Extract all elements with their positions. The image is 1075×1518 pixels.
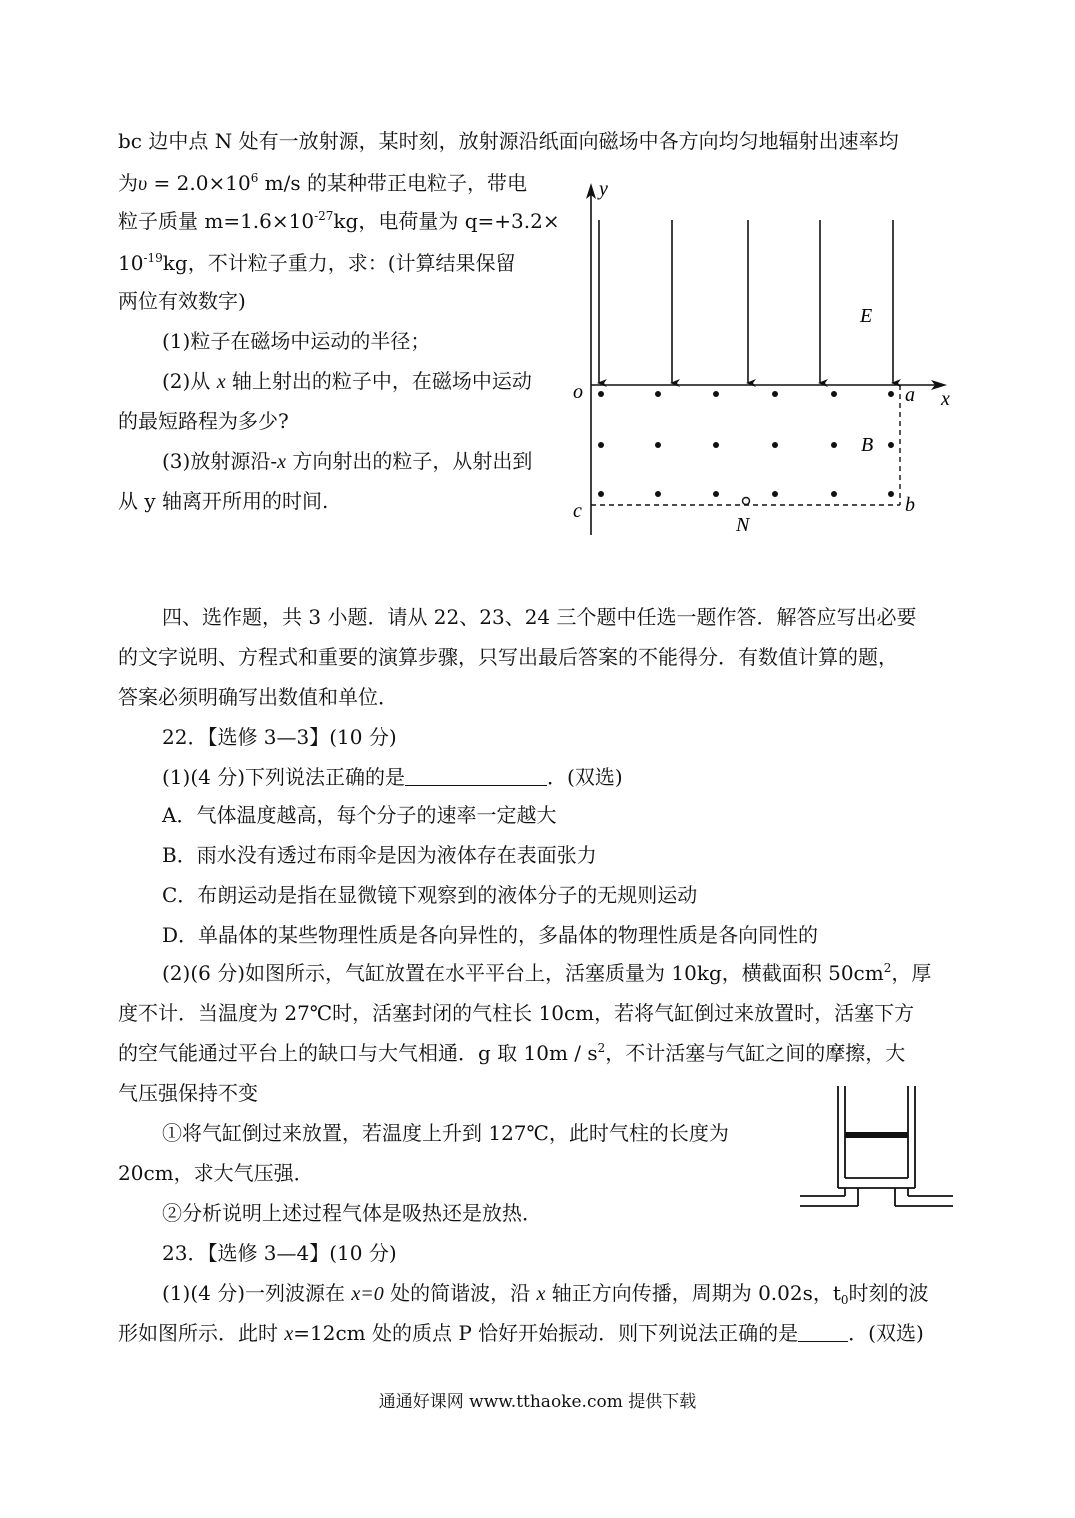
- q22-part2-cont: 度不计．当温度为 27℃时，活塞封闭的气柱长 10cm，若将气缸倒过来放置时，活塞下方: [118, 1001, 915, 1025]
- option-d: D．单晶体的某些物理性质是各向异性的，多晶体的物理性质是各向同性的: [162, 923, 819, 947]
- label-N: N: [736, 514, 750, 536]
- cylinder-diagram: [798, 1082, 958, 1214]
- answer-blank[interactable]: [405, 765, 547, 786]
- label-y: y: [599, 178, 608, 200]
- q22-title: 22．【选修 3—3】(10 分): [162, 725, 397, 749]
- field-diagram: [565, 175, 965, 545]
- problem-text-line: bc 边中点 N 处有一放射源，某时刻，放射源沿纸面向磁场中各方向均匀地辐射出速率均: [118, 129, 899, 153]
- radiation-source-icon: [743, 498, 750, 505]
- question-3-cont: 从 y 轴离开所用的时间.: [118, 489, 329, 513]
- section-instructions: 的文字说明、方程式和重要的演算步骤，只写出最后答案的不能得分．有数值计算的题，: [118, 645, 898, 669]
- label-B: B: [861, 434, 874, 456]
- problem-text-line: 两位有效数字): [118, 289, 246, 313]
- q22-sub-question-1-cont: 20cm，求大气压强．: [118, 1161, 314, 1185]
- question-2: (2)从 x 轴上射出的粒子中，在磁场中运动: [162, 369, 532, 393]
- magnetic-field-dots: [598, 391, 894, 497]
- q23-title: 23．【选修 3—4】(10 分): [162, 1241, 397, 1265]
- page-footer: 通通好课网 www.tthaoke.com 提供下载: [378, 1392, 697, 1412]
- question-3: (3)放射源沿-x 方向射出的粒子，从射出到: [162, 449, 533, 473]
- piston: [845, 1132, 908, 1138]
- answer-blank[interactable]: [798, 1321, 848, 1342]
- q22-sub-question-1: ①将气缸倒过来放置，若温度上升到 127℃，此时气柱的长度为: [162, 1121, 729, 1145]
- q23-part1-cont: 形如图所示．此时 x=12cm 处的质点 P 恰好开始振动．则下列说法正确的是 ．(双选): [118, 1321, 924, 1345]
- label-x: x: [941, 388, 950, 410]
- question-1: (1)粒子在磁场中运动的半径；: [162, 329, 431, 353]
- q22-part2: (2)(6 分)如图所示，气缸放置在水平平台上，活塞质量为 10kg，横截面积 $50cm^2$，厚: [162, 961, 932, 985]
- q22-part2-cont: 的空气能通过平台上的缺口与大气相通．g 取 $10m / s^2$，不计活塞与气缸之间的摩擦，大: [118, 1041, 906, 1065]
- section-instructions: 四、选作题，共 3 小题．请从 22、23、24 三个题中任选一题作答．解答应写出必要: [162, 605, 917, 629]
- problem-text-line: $10^{-19}kg$，不计粒子重力，求：(计算结果保留: [118, 251, 516, 275]
- q22-part2-cont: 气压强保持不变: [118, 1081, 258, 1105]
- option-a: A．气体温度越高，每个分子的速率一定越大: [162, 803, 557, 827]
- problem-text-line: 粒子质量 $m=1.6\times 10^{-27}kg$，电荷量为 q=+3.2×: [118, 209, 560, 233]
- label-c: c: [573, 500, 582, 522]
- question-2-cont: 的最短路程为多少?: [118, 409, 289, 433]
- electric-field-arrows: [599, 220, 893, 383]
- option-b: B．雨水没有透过布雨伞是因为液体存在表面张力: [162, 843, 597, 867]
- option-c: C．布朗运动是指在显微镜下观察到的液体分子的无规则运动: [162, 883, 698, 907]
- problem-text-line: 为$\upsilon = 2.0\times 10^6$ m/s 的某种带正电粒子，带电: [118, 171, 528, 195]
- q22-part1: (1)(4 分)下列说法正确的是 ．(双选): [162, 765, 623, 789]
- label-a: a: [905, 384, 915, 406]
- q23-part1: (1)(4 分)一列波源在 x=0 处的简谐波，沿 x 轴正方向传播，周期为 0.02s，$t_0$时刻的波: [162, 1281, 929, 1307]
- q22-sub-question-2: ②分析说明上述过程气体是吸热还是放热．: [162, 1201, 542, 1225]
- section-instructions: 答案必须明确写出数值和单位．: [118, 685, 398, 709]
- label-o: o: [573, 381, 583, 403]
- label-E: E: [860, 305, 873, 327]
- label-b: b: [905, 494, 915, 516]
